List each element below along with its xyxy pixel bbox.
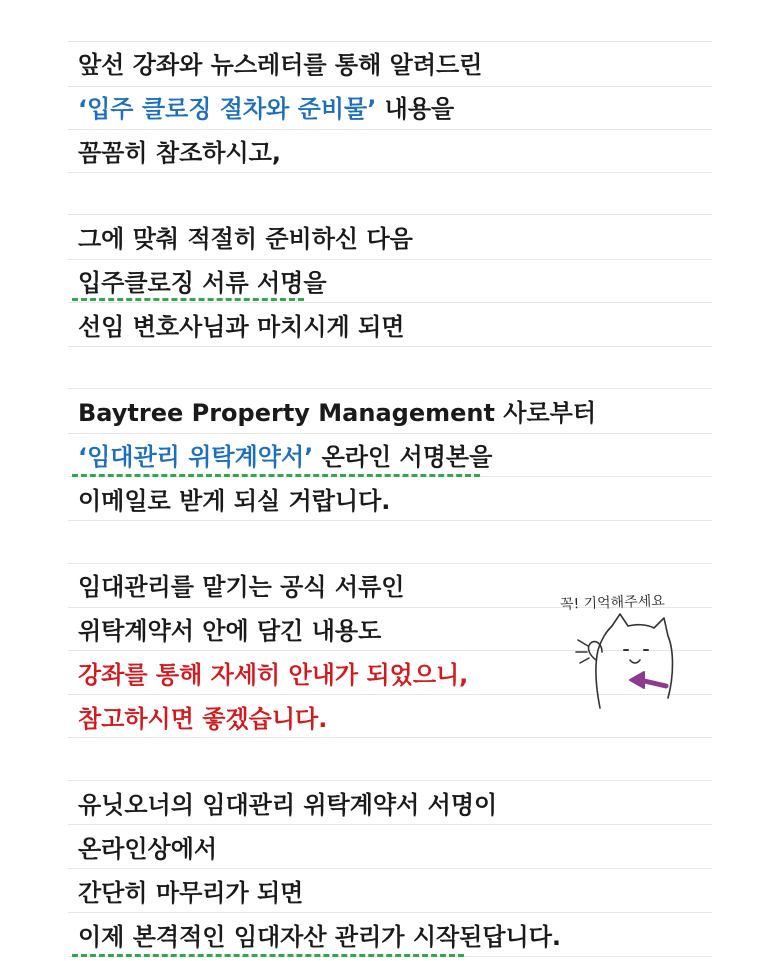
text-span: 임대관리를 맡기는 공식 서류인	[78, 573, 405, 601]
text-line	[78, 138, 281, 168]
text-line	[78, 790, 497, 820]
rule-line	[68, 41, 712, 42]
text-line	[78, 94, 454, 124]
text-span: 그에 맞춰 적절히 준비하신 다음	[78, 225, 413, 253]
green-dashed-underline	[72, 954, 464, 957]
text-span: 앞선 강좌와 뉴스레터를 통해 알려드린	[78, 51, 483, 79]
rule-line	[68, 780, 712, 781]
text-line	[78, 486, 390, 516]
text-line	[78, 616, 381, 646]
text-span: 입주클로징 서류 서명을	[78, 269, 327, 297]
text-line	[78, 834, 217, 864]
green-dashed-underline	[72, 298, 304, 301]
text-span: 위탁계약서 안에 담긴 내용도	[78, 617, 382, 645]
text-line	[78, 878, 303, 908]
rule-line	[68, 433, 712, 434]
rule-line	[68, 129, 712, 130]
rule-line	[68, 172, 712, 173]
highlight-red-text: 강좌를 통해 자세히 안내가 되었으니,	[78, 661, 469, 689]
rule-line	[68, 520, 712, 521]
text-span: 내용을	[376, 95, 455, 123]
text-span: 이제 본격적인 임대자산 관리가 시작된답니다.	[78, 923, 562, 951]
text-line	[78, 442, 492, 472]
cat-doodle-icon	[548, 588, 708, 723]
text-line	[78, 312, 404, 342]
text-span: 이메일로 받게 되실 거랍니다.	[78, 487, 391, 515]
highlight-blue-text: ‘임대관리 위탁계약서’	[78, 443, 314, 471]
text-line	[78, 50, 482, 80]
text-line	[78, 398, 596, 428]
text-span: 간단히 마무리가 되면	[78, 879, 304, 907]
rule-line	[68, 86, 712, 87]
rule-line	[68, 912, 712, 913]
text-span: 선임 변호사님과 마치시게 되면	[78, 313, 405, 341]
rule-line	[68, 346, 712, 347]
rule-line	[68, 563, 712, 564]
text-line	[78, 922, 561, 952]
green-dashed-underline	[72, 474, 480, 477]
rule-line	[68, 302, 712, 303]
text-line	[78, 660, 468, 690]
text-line	[78, 268, 327, 298]
text-line	[78, 572, 404, 602]
rule-line	[68, 388, 712, 389]
text-line	[78, 224, 413, 254]
text-span: 온라인 서명본을	[313, 443, 493, 471]
rule-line	[68, 259, 712, 260]
text-span: 꼼꼼히 참조하시고,	[78, 139, 281, 167]
rule-line	[68, 737, 712, 738]
text-span: 온라인상에서	[78, 835, 218, 863]
rule-line	[68, 824, 712, 825]
highlight-red-text: 참고하시면 좋겠습니다.	[78, 705, 328, 733]
text-span: 유닛오너의 임대관리 위탁계약서 서명이	[78, 791, 498, 819]
rule-line	[68, 214, 712, 215]
text-span: Baytree Property Management 사로부터	[78, 399, 597, 427]
handwritten-note: 꼭! 기억해주세요	[559, 593, 666, 613]
rule-line	[68, 868, 712, 869]
text-line	[78, 704, 327, 734]
highlight-blue-text: ‘입주 클로징 절차와 준비물’	[78, 95, 377, 123]
